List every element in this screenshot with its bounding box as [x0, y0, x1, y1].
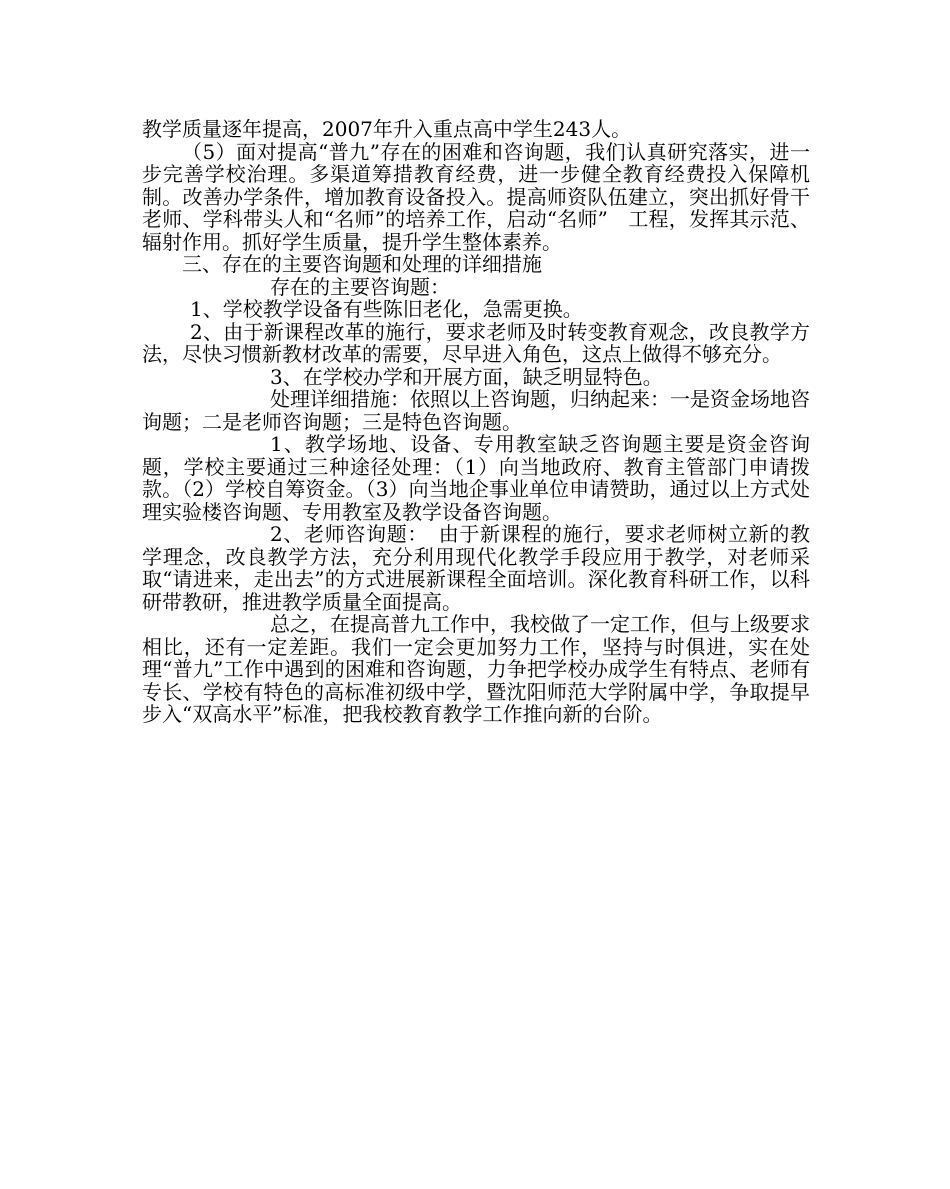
paragraph-solution-summary: 处理详细措施：依照以上咨询题，归纳起来：一是资金场地咨询题；二是老师咨询题；三是特色咨询题。 — [142, 387, 810, 434]
problem-item-equipment: 1、学校教学设备有些陈旧老化，急需更换。 — [190, 297, 583, 321]
paragraph-conclusion: 总之，在提高普九工作中，我校做了一定工作，但与上级要求相比，还有一定差距。我们一定会更加努力工作，坚持与时俱进，实在处理“普九”工作中遇到的困难和咨询题，力争把学校办成学生有特点、老师有专长、学校有特色的高标准初级中学，暨沈阳师范大学附属中学，争取提早步入“双高水平”标准，把我校教育教学工作推向新的台阶。 — [142, 612, 810, 726]
paragraph-quality-result: 教学质量逐年提高，2007年升入重点高中学生243人。 — [142, 117, 632, 141]
subheading-main-problems: 存在的主要咨询题： — [270, 274, 450, 299]
document-body — [142, 118, 810, 726]
problem-item-curriculum: 2、由于新课程改革的施行，要求老师及时转变教育观念，改良教学方法，尽快习惯新教材改革的需要，尽早进入角色，这点上做得不够充分。 — [142, 319, 810, 366]
solution-item-funding: 1、教学场地、设备、专用教室缺乏咨询题主要是资金咨询题，学校主要通过三种途径处理：（1）向当地政府、教育主管部门申请拨款。（2）学校自筹资金。（3）向当地企事业单位申请赞助，通过以上方式处理实验楼咨询题、专用教室及教学设备咨询题。 — [142, 432, 810, 524]
solution-item-teachers: 2、老师咨询题： 由于新课程的施行，要求老师树立新的教学理念，改良教学方法，充分利用现代化教学手段应用于教学，对老师采取“请进来，走出去”的方式进展新课程全面培训。深化教育科研工作，以科研带教研，推进教学质量全面提高。 — [142, 522, 810, 614]
section-heading-problems-and-measures: 三、存在的主要咨询题和处理的详细措施 — [182, 252, 542, 276]
problem-item-features: 3、在学校办学和开展方面，缺乏明显特色。 — [270, 364, 663, 389]
paragraph-improvement-measures: （5）面对提高“普九”存在的困难和咨询题，我们认真研究落实，进一步完善学校治理。多渠道筹措教育经费，进一步健全教育经费投入保障机制。改善办学条件，增加教育设备投入。提高师资队伍建立，突出抓好骨干老师、学科带头人和“名师”的培养工作，启动“名师” 工程，发挥其示范、辐射作用。抓好学生质量，提升学生整体素养。 — [142, 139, 810, 254]
